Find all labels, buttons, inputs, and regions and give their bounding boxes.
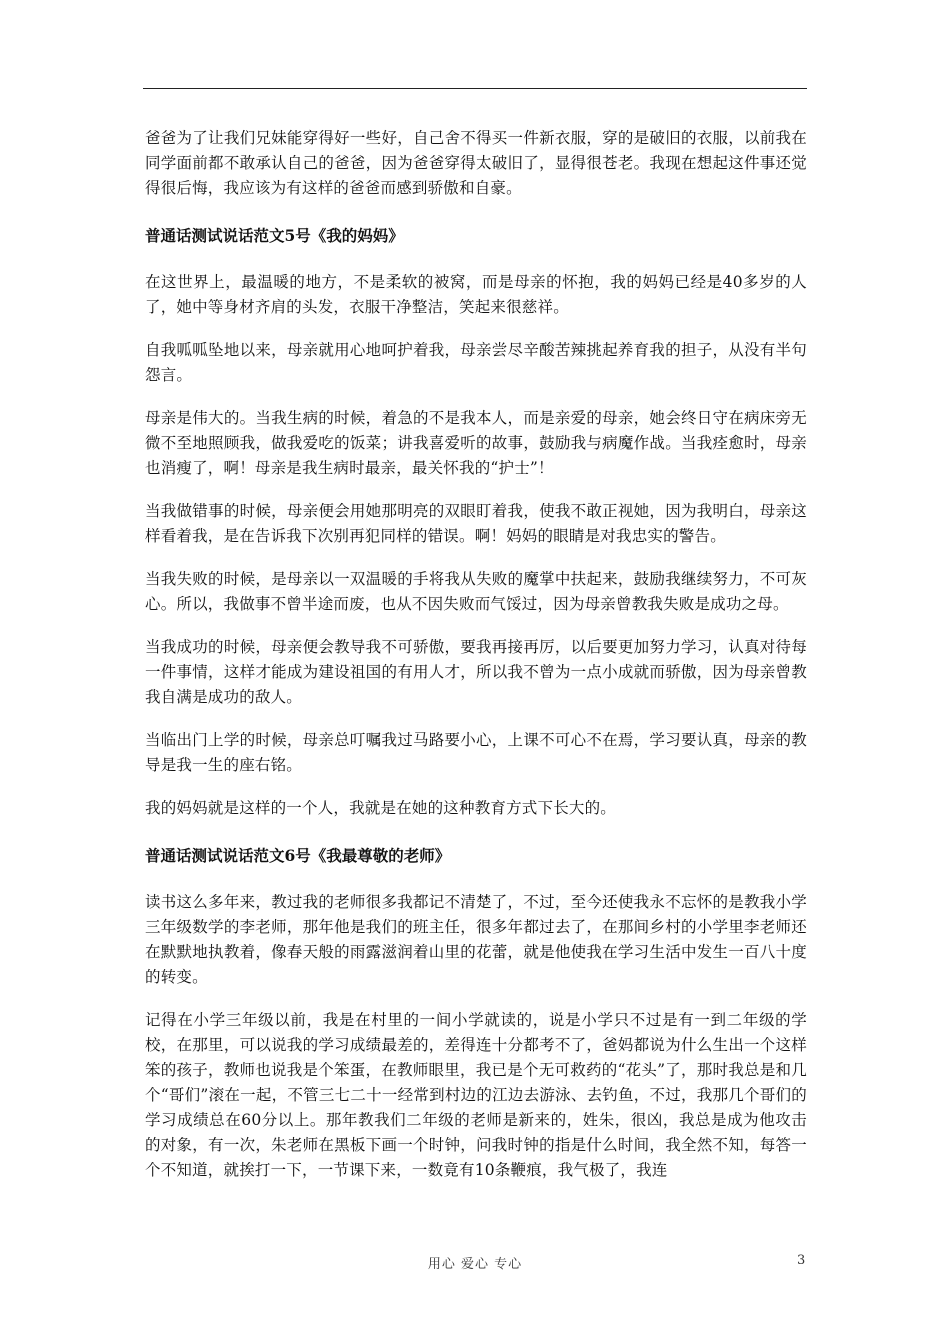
document-body [145, 126, 807, 1183]
paragraph: 当我失败的时候，是母亲以一双温暖的手将我从失败的魔掌中扶起来，鼓励我继续努力，不可灰心。所以，我做事不曾半途而废，也从不因失败而气馁过，因为母亲曾教我失败是成功之母。 [145, 570, 807, 613]
paragraph: 记得在小学三年级以前，我是在村里的一间小学就读的，说是小学只不过是有一到二年级的学校，在那里，可以说我的学习成绩最差的，差得连十分都考不了，爸妈都说为什么生出一个这样笨的孩子，教师也说我是个笨蛋，在教师眼里，我已是个无可救药的“花头”了，那时我总是和几个“哥们”滚在一起，不管三七二十一经常到村边的江边去游泳、去钓鱼，不过，我那几个哥们的学习成绩总在60分以上。那年教我们二年级的老师是新来的，姓朱，很凶，我总是成为他攻击的对象，有一次，朱老师在黑板下画一个时钟，问我时钟的指是什么时间，我全然不知，每答一个不知道，就挨打一下，一节课下来，一数竟有10条鞭痕，我气极了，我连 [145, 1011, 807, 1179]
paragraph: 当临出门上学的时候，母亲总叮嘱我过马路要小心，上课不可心不在焉，学习要认真，母亲的教导是我一生的座右铭。 [145, 731, 807, 774]
paragraph: 母亲是伟大的。当我生病的时候，着急的不是我本人，而是亲爱的母亲，她会终日守在病床旁无微不至地照顾我，做我爱吃的饭菜；讲我喜爱听的故事，鼓励我与病魔作战。当我痊愈时，母亲也消瘦了，啊！母亲是我生病时最亲，最关怀我的“护士”！ [145, 409, 807, 477]
footer-motto: 用心 爱心 专心 [427, 1257, 523, 1272]
header-rule [143, 88, 807, 89]
section-heading-5: 普通话测试说话范文5号《我的妈妈》 [145, 226, 404, 245]
paragraph: 自我呱呱坠地以来，母亲就用心地呵护着我，母亲尝尽辛酸苦辣挑起养育我的担子，从没有半句怨言。 [145, 341, 807, 384]
paragraph: 当我成功的时候，母亲便会教导我不可骄傲，要我再接再厉，以后要更加努力学习，认真对待每一件事情，这样才能成为建设祖国的有用人才，所以我不曾为一点小成就而骄傲，因为母亲曾教我自满是成功的敌人。 [145, 638, 807, 706]
paragraph: 爸爸为了让我们兄妹能穿得好一些好，自己舍不得买一件新衣服，穿的是破旧的衣服，以前我在同学面前都不敢承认自己的爸爸，因为爸爸穿得太破旧了，显得很苍老。我现在想起这件事还觉得很后悔，我应该为有这样的爸爸而感到骄傲和自豪。 [145, 129, 807, 197]
paragraph: 在这世界上，最温暖的地方，不是柔软的被窝，而是母亲的怀抱，我的妈妈已经是40多岁的人了，她中等身材齐肩的头发，衣服干净整洁，笑起来很慈祥。 [145, 273, 807, 316]
paragraph: 当我做错事的时候，母亲便会用她那明亮的双眼盯着我，使我不敢正视她，因为我明白，母亲这样看着我，是在告诉我下次别再犯同样的错误。啊！妈妈的眼睛是对我忠实的警告。 [145, 502, 807, 545]
paragraph: 读书这么多年来，教过我的老师很多我都记不清楚了，不过，至今还使我永不忘怀的是教我小学三年级数学的李老师，那年他是我们的班主任，很多年都过去了，在那间乡村的小学里李老师还在默默地执教着，像春天般的雨露滋润着山里的花蕾，就是他使我在学习生活中发生一百八十度的转变。 [145, 893, 807, 986]
paragraph: 我的妈妈就是这样的一个人，我就是在她的这种教育方式下长大的。 [145, 799, 617, 817]
section-heading-6: 普通话测试说话范文6号《我最尊敬的老师》 [145, 846, 451, 865]
page-number: 3 [797, 1253, 806, 1268]
